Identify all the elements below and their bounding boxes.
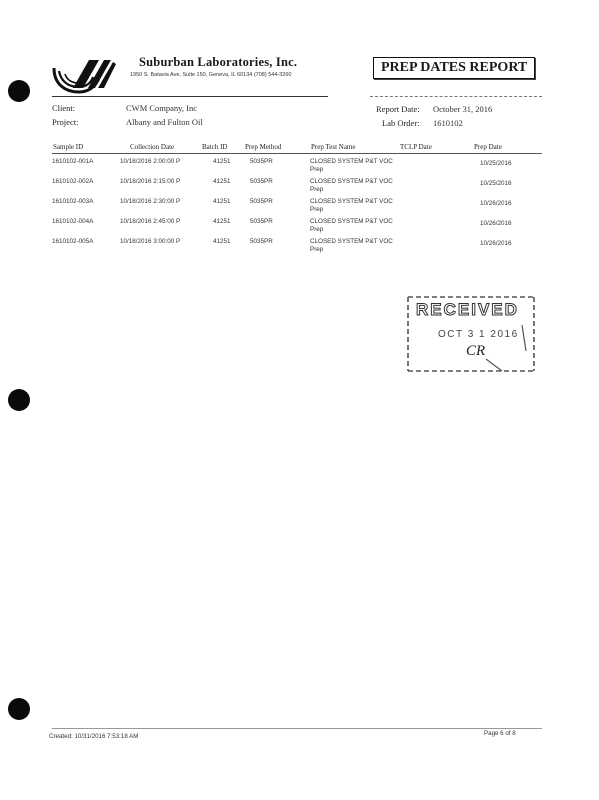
cell-batch-id: 41251 [213, 198, 231, 205]
hole-punch-middle [8, 389, 30, 411]
cell-sample-id: 1610102-004A [52, 218, 94, 225]
cell-batch-id: 41251 [213, 238, 231, 245]
col-header-batch-id: Batch ID [202, 143, 228, 151]
table-row [0, 158, 599, 176]
project-value: Albany and Fulton Oil [126, 117, 203, 127]
project-label: Project: [52, 117, 79, 127]
lab-order-value: 1610102 [433, 118, 463, 128]
report-date-label: Report Date: [376, 104, 420, 114]
cell-prep-date: 10/26/2016 [480, 240, 512, 247]
lab-order-label: Lab Order: [382, 118, 420, 128]
table-row [0, 198, 599, 216]
cell-prep-test-name: CLOSED SYSTEM P&T VOC [310, 238, 393, 245]
client-value: CWM Company, Inc [126, 103, 197, 113]
cell-batch-id: 41251 [213, 158, 231, 165]
company-address: 1950 S. Batavia Ave, Suite 150, Geneva, IL 60134 (708) 544-3260 [130, 72, 292, 78]
header-rule-left [52, 96, 328, 97]
cell-prep-test-name: CLOSED SYSTEM P&T VOC [310, 198, 393, 205]
company-name: Suburban Laboratories, Inc. [139, 55, 298, 69]
cell-prep-test-name: CLOSED SYSTEM P&T VOC [310, 218, 393, 225]
cell-collection-date: 10/18/2016 2:00:00 P [120, 158, 181, 165]
cell-prep-test-name-cont: Prep [310, 246, 324, 253]
table-row [0, 178, 599, 196]
stamp-word: RECEIVED [416, 300, 519, 319]
col-header-prep-method: Prep Method [245, 143, 282, 151]
cell-prep-test-name-cont: Prep [310, 166, 324, 173]
cell-collection-date: 10/18/2016 2:45:00 P [120, 218, 181, 225]
cell-prep-test-name-cont: Prep [310, 186, 324, 193]
cell-batch-id: 41251 [213, 178, 231, 185]
table-row [0, 238, 599, 256]
cell-sample-id: 1610102-002A [52, 178, 94, 185]
cell-prep-method: 5035PR [250, 218, 273, 225]
footer-page-number: Page 6 of 8 [484, 730, 516, 737]
report-title: PREP DATES REPORT [373, 57, 535, 79]
cell-sample-id: 1610102-001A [52, 158, 94, 165]
footer-created: Created: 10/31/2016 7:53:18 AM [49, 733, 139, 740]
cell-prep-test-name: CLOSED SYSTEM P&T VOC [310, 178, 393, 185]
cell-sample-id: 1610102-005A [52, 238, 94, 245]
cell-prep-method: 5035PR [250, 178, 273, 185]
table-row [0, 218, 599, 236]
cell-collection-date: 10/18/2016 2:30:00 P [120, 198, 181, 205]
cell-prep-method: 5035PR [250, 198, 273, 205]
company-logo [52, 58, 118, 94]
cell-prep-test-name: CLOSED SYSTEM P&T VOC [310, 158, 393, 165]
cell-sample-id: 1610102-003A [52, 198, 94, 205]
report-date-value: October 31, 2016 [433, 104, 493, 114]
cell-collection-date: 10/18/2016 2:15:00 P [120, 178, 181, 185]
received-stamp [402, 293, 540, 377]
stamp-initials: CR [466, 343, 486, 359]
col-header-prep-date: Prep Date [474, 143, 502, 151]
table-header-rule [52, 153, 542, 154]
hole-punch-bottom [8, 698, 30, 720]
cell-prep-method: 5035PR [250, 238, 273, 245]
cell-prep-method: 5035PR [250, 158, 273, 165]
client-label: Client: [52, 103, 76, 113]
footer-rule [52, 728, 542, 729]
cell-prep-test-name-cont: Prep [310, 206, 324, 213]
header-rule-right [370, 96, 542, 97]
col-header-prep-test-name: Prep Test Name [311, 143, 356, 151]
hole-punch-top [8, 80, 30, 102]
cell-prep-date: 10/26/2016 [480, 220, 512, 227]
cell-prep-test-name-cont: Prep [310, 226, 324, 233]
cell-prep-date: 10/25/2016 [480, 160, 512, 167]
cell-prep-date: 10/26/2016 [480, 200, 512, 207]
stamp-date: OCT 3 1 2016 [438, 329, 519, 340]
col-header-tclp-date: TCLP Date [400, 143, 432, 151]
cell-collection-date: 10/18/2016 3:00:00 P [120, 238, 181, 245]
cell-prep-date: 10/25/2016 [480, 180, 512, 187]
cell-batch-id: 41251 [213, 218, 231, 225]
col-header-sample-id: Sample ID [53, 143, 84, 151]
col-header-collection-date: Collection Date [130, 143, 175, 151]
